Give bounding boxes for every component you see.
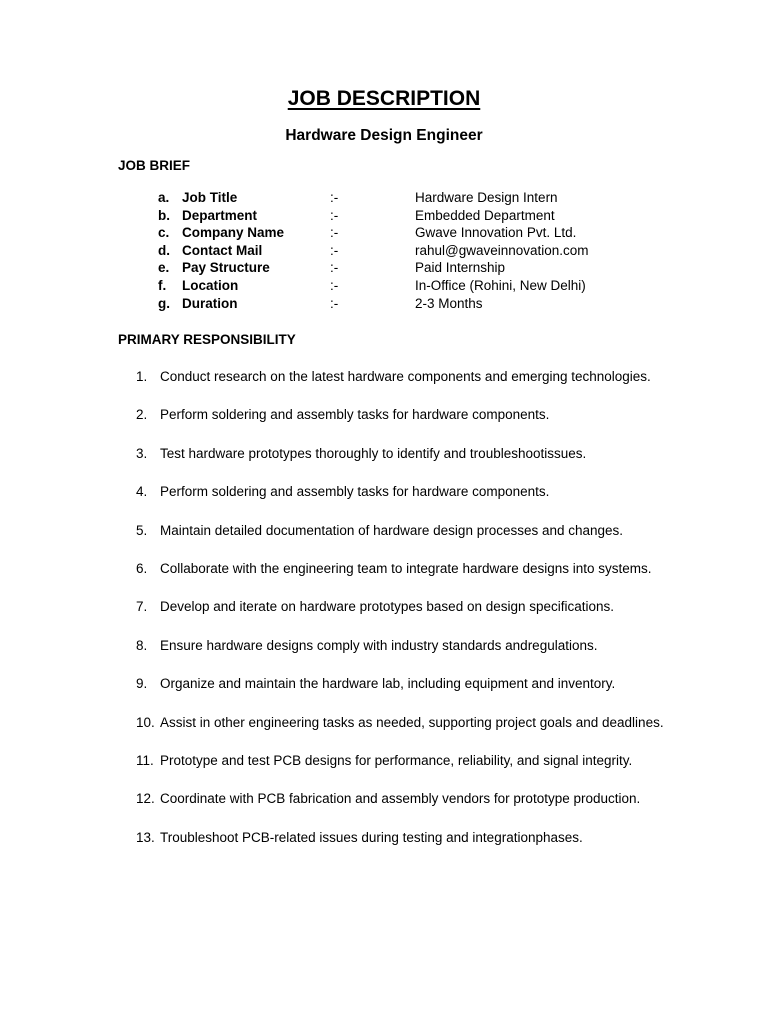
field-separator: :- — [330, 225, 339, 241]
item-number: 12. — [136, 791, 155, 807]
job-brief-row — [158, 242, 658, 260]
primary-responsibility-heading: PRIMARY RESPONSIBILITY — [118, 332, 296, 347]
item-number: 4. — [136, 484, 148, 500]
item-text: Coordinate with PCB fabrication and assembly vendors for prototype production. — [160, 791, 641, 807]
field-value: 2-3 Months — [415, 295, 483, 311]
item-number: 9. — [136, 676, 148, 692]
field-label: Job Title — [182, 190, 238, 205]
field-value: Gwave Innovation Pvt. Ltd. — [415, 225, 577, 241]
list-item — [136, 790, 676, 828]
list-marker: b. — [158, 207, 170, 223]
list-item — [136, 406, 676, 444]
item-text: Conduct research on the latest hardware components and emerging technologies. — [160, 369, 651, 384]
item-text: Assist in other engineering tasks as needed, supporting project goals and deadlines. — [160, 714, 664, 730]
field-label: Company Name — [182, 225, 285, 241]
item-text: Troubleshoot PCB-related issues during testing and integrationphases. — [160, 829, 583, 845]
item-text: Test hardware prototypes thoroughly to identify and troubleshootissues. — [160, 445, 587, 461]
list-item — [136, 560, 676, 598]
field-label: Pay Structure — [182, 260, 270, 276]
list-marker: e. — [158, 260, 170, 276]
field-separator: :- — [330, 295, 339, 311]
item-number: 13. — [136, 829, 155, 845]
field-label: Department — [182, 207, 258, 223]
job-brief-heading: JOB BRIEF — [118, 158, 191, 173]
list-item — [136, 522, 676, 560]
list-item — [136, 752, 676, 790]
item-number: 5. — [136, 522, 148, 538]
item-number: 8. — [136, 637, 148, 653]
list-marker: c. — [158, 225, 170, 241]
list-item — [136, 675, 676, 713]
item-text: Organize and maintain the hardware lab, including equipment and inventory. — [160, 676, 616, 692]
list-marker: f. — [158, 277, 167, 293]
responsibility-list — [136, 368, 676, 867]
job-brief-row — [158, 295, 658, 313]
item-text: Perform soldering and assembly tasks for hardware components. — [160, 407, 550, 423]
item-number: 7. — [136, 599, 148, 615]
item-text: Perform soldering and assembly tasks for hardware components. — [160, 484, 550, 500]
item-text: Prototype and test PCB designs for performance, reliability, and signal integrity. — [160, 752, 633, 768]
job-brief-row — [158, 259, 658, 277]
job-brief-row — [158, 224, 658, 242]
item-number: 11. — [136, 752, 154, 768]
list-item — [136, 368, 676, 406]
field-separator: :- — [330, 260, 339, 276]
field-separator: :- — [330, 207, 339, 223]
field-value: Paid Internship — [415, 260, 506, 276]
item-number: 1. — [136, 369, 148, 384]
field-separator: :- — [330, 190, 339, 205]
field-label: Contact Mail — [182, 242, 263, 258]
document-title: JOB DESCRIPTION — [287, 87, 481, 110]
contact-email: rahul@gwaveinnovation.com — [415, 242, 589, 258]
job-brief-row — [158, 207, 658, 225]
job-brief-row — [158, 189, 658, 207]
item-number: 2. — [136, 407, 148, 423]
field-separator: :- — [330, 242, 339, 258]
list-item — [136, 829, 676, 867]
field-value: In-Office (Rohini, New Delhi) — [415, 277, 586, 293]
item-number: 3. — [136, 445, 148, 461]
item-text: Ensure hardware designs comply with industry standards andregulations. — [160, 637, 598, 653]
list-item — [136, 445, 676, 483]
field-separator: :- — [330, 277, 339, 293]
field-value: Hardware Design Intern — [415, 190, 558, 205]
field-value: Embedded Department — [415, 207, 555, 223]
job-brief-list — [158, 189, 658, 312]
item-number: 6. — [136, 560, 148, 576]
list-marker: g. — [158, 295, 170, 311]
list-item — [136, 598, 676, 636]
list-item — [136, 637, 676, 675]
field-label: Location — [182, 277, 239, 293]
list-marker: d. — [158, 242, 170, 258]
field-label: Duration — [182, 295, 238, 311]
item-text: Maintain detailed documentation of hardware design processes and changes. — [160, 522, 624, 538]
job-brief-row — [158, 277, 658, 295]
list-item — [136, 483, 676, 521]
item-text: Collaborate with the engineering team to integrate hardware designs into systems. — [160, 560, 652, 576]
item-text: Develop and iterate on hardware prototypes based on design specifications. — [160, 599, 615, 615]
document-subtitle: Hardware Design Engineer — [285, 127, 483, 144]
list-marker: a. — [158, 190, 170, 205]
list-item — [136, 714, 676, 752]
item-number: 10. — [136, 714, 155, 730]
